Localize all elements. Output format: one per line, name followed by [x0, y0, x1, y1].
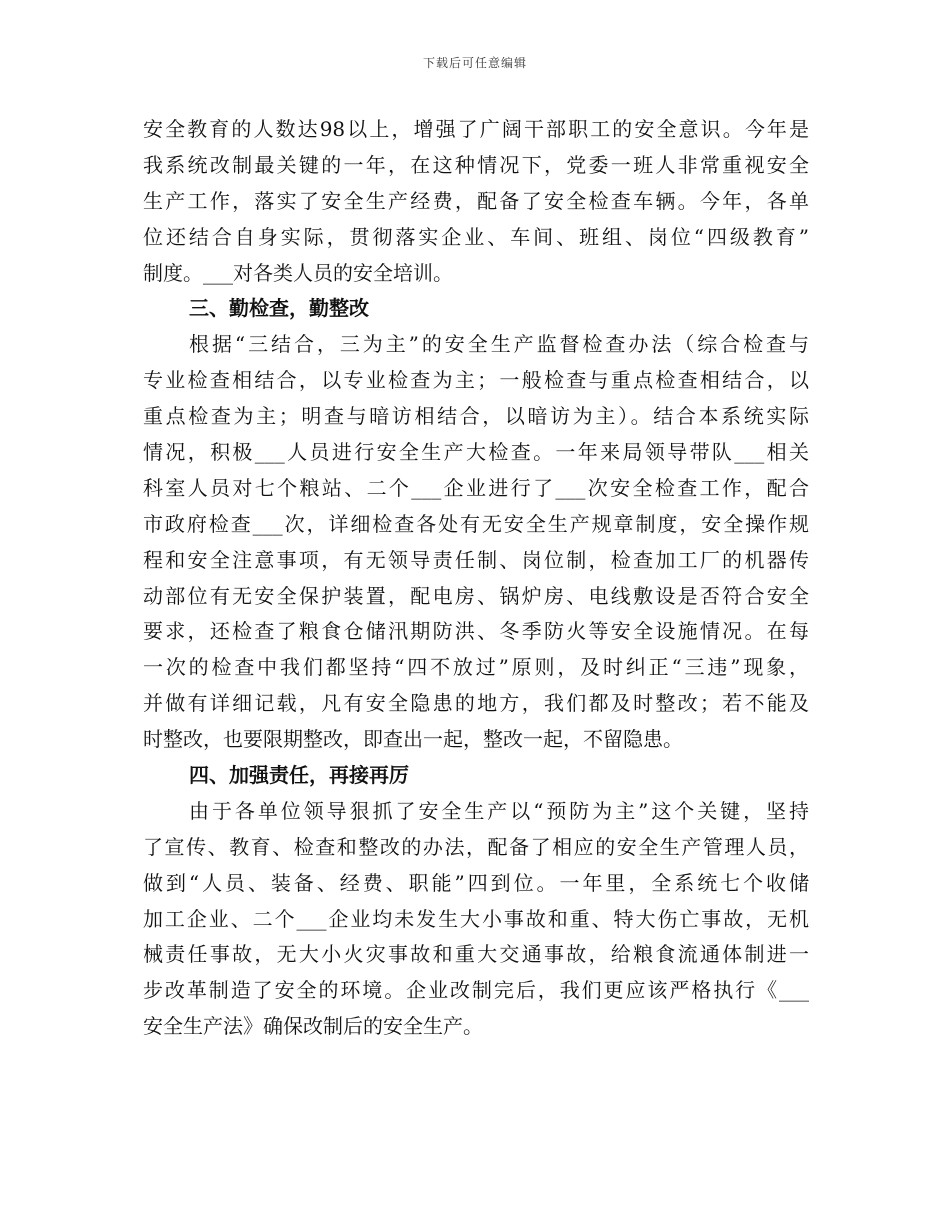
text-line: 一次的检查中我们都坚持“四不放过”原则，及时纠正“三违”现象， — [143, 655, 809, 680]
text-line: 并做有详细记载，凡有安全隐患的地方，我们都及时整改；若不能及 — [143, 691, 809, 716]
heading-text: 三、勤检查，勤整改 — [189, 296, 369, 321]
text-line: 步改革制造了安全的环境。企业改制完后，我们更应该严格执行《___ — [143, 978, 809, 1003]
document-body — [143, 112, 809, 1045]
text-line: 做到“人员、装备、经费、职能”四到位。一年里，全系统七个收储 — [143, 870, 809, 895]
text-line: 根据“三结合，三为主”的安全生产监督检查办法（综合检查与 — [189, 332, 809, 357]
text-line: 我系统改制最关键的一年，在这种情况下，党委一班人非常重视安全 — [143, 152, 809, 177]
text-line: 科室人员对七个粮站、二个___企业进行了___次安全检查工作，配合 — [143, 475, 809, 500]
text-line: 程和安全注意事项，有无领导责任制、岗位制，检查加工厂的机器传 — [143, 547, 809, 572]
text-line: 制度。___对各类人员的安全培训。 — [143, 260, 453, 285]
text-line: 重点检查为主；明查与暗访相结合，以暗访为主）。结合本系统实际 — [143, 404, 809, 429]
text-line: 要求，还检查了粮食仓储汛期防洪、冬季防火等安全设施情况。在每 — [143, 619, 809, 644]
text-line: 了宣传、教育、检查和整改的办法，配备了相应的安全生产管理人员， — [143, 834, 809, 859]
text-line: 安全教育的人数达98以上，增强了广阔干部职工的安全意识。今年是 — [143, 117, 809, 141]
text-line: 加工企业、二个___企业均未发生大小事故和重、特大伤亡事故，无机 — [143, 906, 809, 931]
text-line: 由于各单位领导狠抓了安全生产以“预防为主”这个关键，坚持 — [189, 798, 809, 823]
page-header: 下载后可任意编辑 — [422, 56, 527, 70]
text-line: 位还结合自身实际，贯彻落实企业、车间、班组、岗位“四级教育” — [143, 224, 809, 249]
section-heading — [143, 291, 809, 327]
text-line: 生产工作，落实了安全生产经费，配备了安全检查车辆。今年，各单 — [143, 188, 809, 213]
paragraph — [143, 327, 809, 758]
text-line: 械责任事故，无大小火灾事故和重大交通事故，给粮食流通体制进一 — [143, 942, 809, 967]
text-line: 情况，积极___人员进行安全生产大检查。一年来局领导带队___相关 — [143, 440, 809, 465]
heading-text: 四、加强责任，再接再厉 — [189, 763, 409, 788]
text-line: 市政府检查___次，详细检查各处有无安全生产规章制度，安全操作规 — [143, 511, 809, 536]
text-line: 专业检查相结合，以专业检查为主；一般检查与重点检查相结合，以 — [143, 368, 809, 393]
text-line: 动部位有无安全保护装置，配电房、锅炉房、电线敷设是否符合安全 — [143, 583, 809, 608]
text-line: 时整改，也要限期整改，即查出一起，整改一起，不留隐患。 — [143, 727, 683, 752]
paragraph — [143, 112, 809, 291]
text-line: 安全生产法》确保改制后的安全生产。 — [143, 1014, 483, 1039]
section-heading — [143, 758, 809, 794]
paragraph — [143, 794, 809, 1045]
